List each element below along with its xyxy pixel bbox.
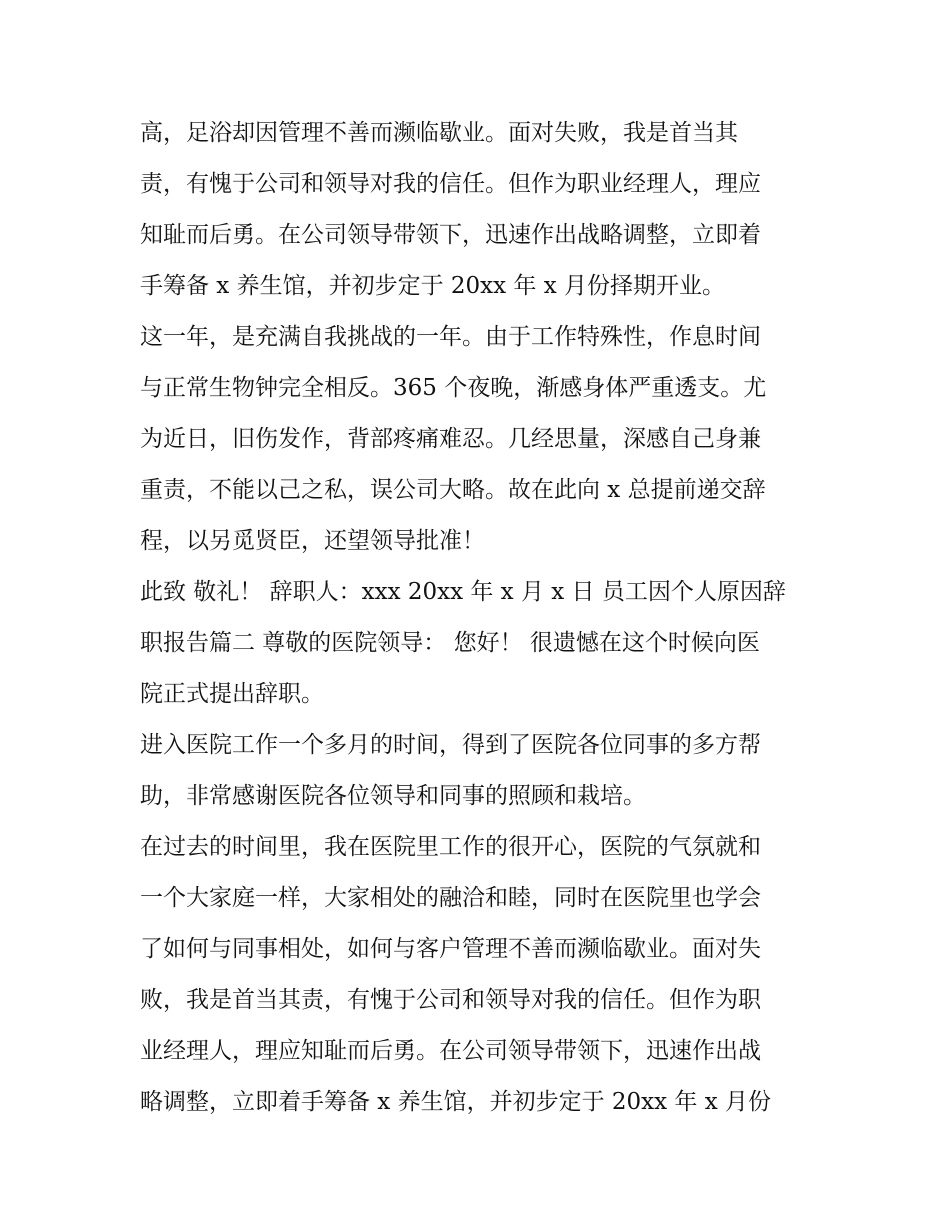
- body-text: [140, 108, 820, 1128]
- text-line: 败，我是首当其责，有愧于公司和领导对我的信任。但作为职: [140, 987, 761, 1013]
- text-line: 为近日，旧伤发作，背部疼痛难忍。几经思量，深感自己身兼: [140, 426, 761, 452]
- text-line: 程，以另觅贤臣，还望领导批准！: [140, 528, 485, 554]
- text-line: 与正常生物钟完全相反。365 个夜晚，渐感身体严重透支。尤: [140, 375, 767, 401]
- text-line: 高，足浴却因管理不善而濒临歇业。面对失败，我是首当其: [140, 120, 738, 146]
- text-line: 此致 敬礼！ 辞职人：xxx 20xx 年 x 月 x 日 员工因个人原因辞: [140, 579, 786, 605]
- text-line: 进入医院工作一个多月的时间，得到了医院各位同事的多方帮: [140, 732, 761, 758]
- text-line: 职报告篇二 尊敬的医院领导： 您好！ 很遗憾在这个时候向医: [140, 630, 760, 656]
- text-line: 一个大家庭一样，大家相处的融洽和睦，同时在医院里也学会: [140, 885, 761, 911]
- text-line: 助，非常感谢医院各位领导和同事的照顾和栽培。: [140, 783, 646, 809]
- text-line: 责，有愧于公司和领导对我的信任。但作为职业经理人，理应: [140, 171, 761, 197]
- text-line: 院正式提出辞职。: [140, 681, 324, 707]
- text-line: 手筹备 x 养生馆，并初步定于 20xx 年 x 月份择期开业。: [140, 273, 726, 299]
- text-line: 这一年，是充满自我挑战的一年。由于工作特殊性，作息时间: [140, 324, 761, 350]
- text-line: 略调整，立即着手筹备 x 养生馆，并初步定于 20xx 年 x 月份: [140, 1089, 772, 1115]
- text-line: 知耻而后勇。在公司领导带领下，迅速作出战略调整，立即着: [140, 222, 761, 248]
- text-line: 重责，不能以己之私，误公司大略。故在此向 x 总提前递交辞: [140, 477, 766, 503]
- text-line: 在过去的时间里，我在医院里工作的很开心，医院的气氛就和: [140, 834, 761, 860]
- text-line: 了如何与同事相处，如何与客户管理不善而濒临歇业。面对失: [140, 936, 761, 962]
- text-line: 业经理人，理应知耻而后勇。在公司领导带领下，迅速作出战: [140, 1038, 761, 1064]
